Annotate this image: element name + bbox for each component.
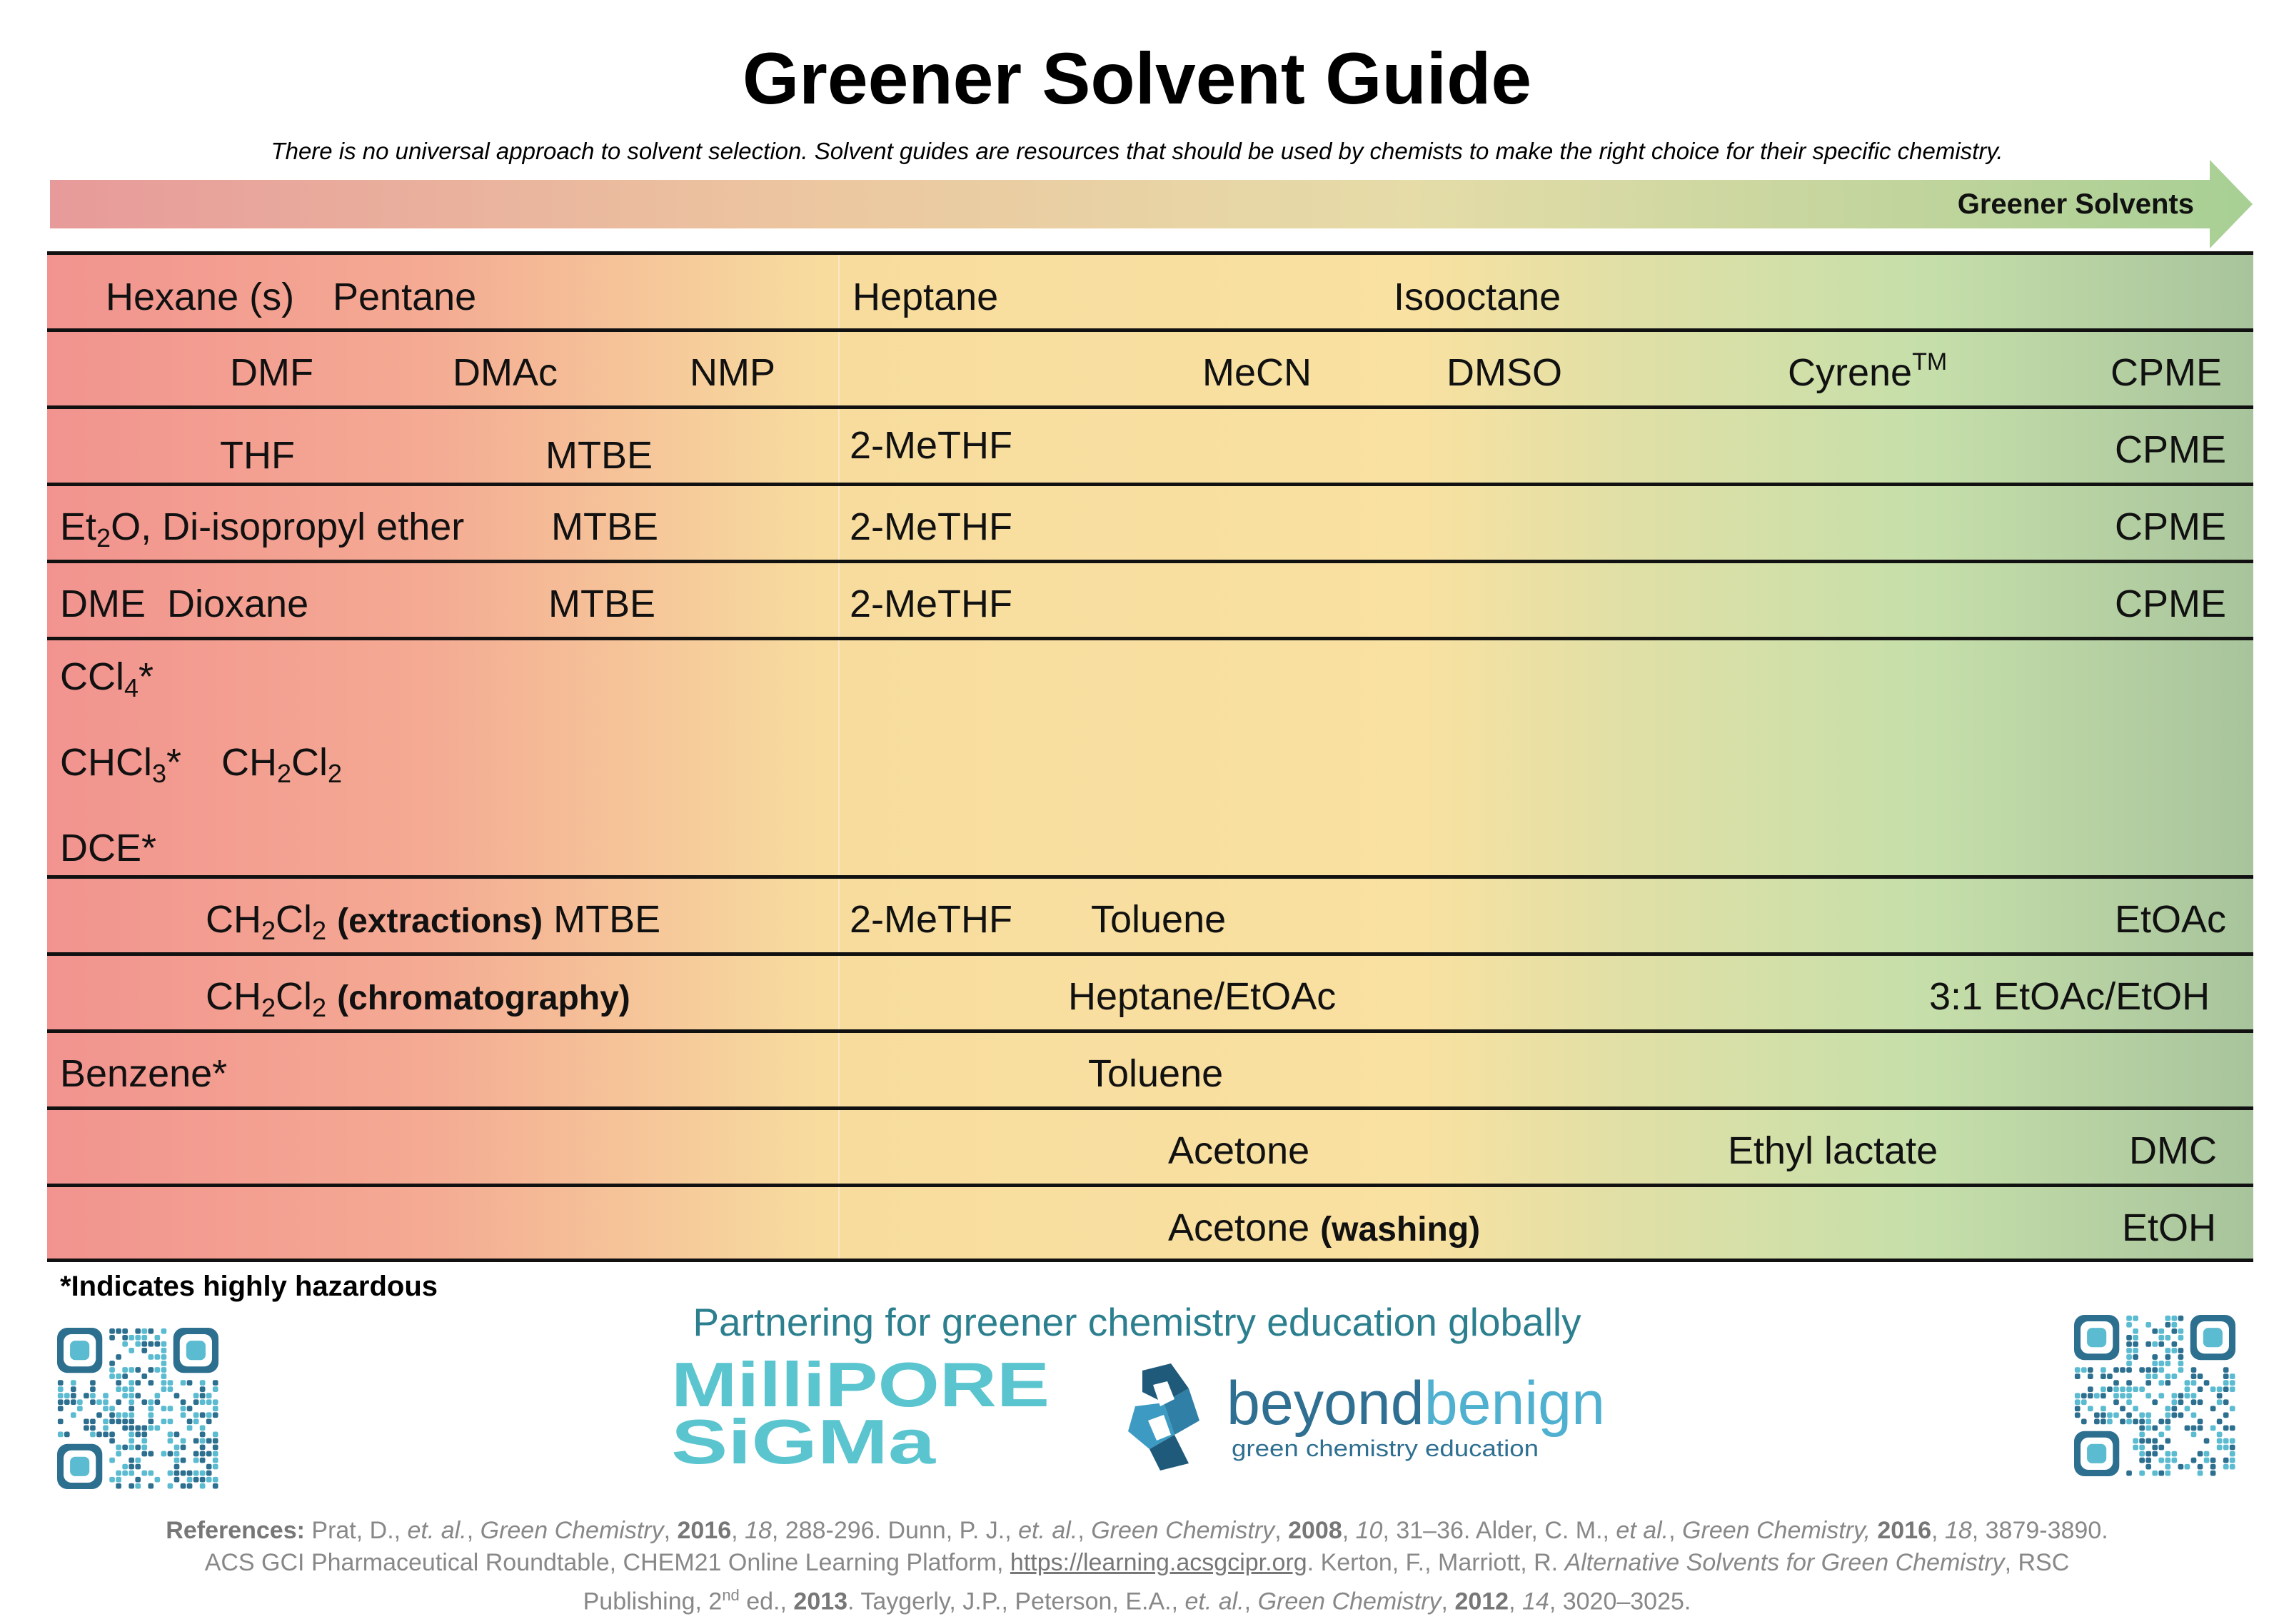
solvent-cell: NMP xyxy=(690,351,775,394)
table-row xyxy=(47,637,2253,875)
solvent-cell: THF xyxy=(220,434,295,477)
solvent-table xyxy=(47,251,2253,1262)
references-line-3: Publishing, 2nd ed., 2013. Taygerly, J.P., Peterson, E.A., et. al., Green Chemistry, 2012, 14, 3020–3025. xyxy=(583,1586,1691,1615)
solvent-cell: 3:1 EtOAc/EtOH xyxy=(1929,975,2210,1018)
solvent-cell: MTBE xyxy=(548,582,656,625)
solvent-cell: Isooctane xyxy=(1394,276,1561,318)
hazard-footnote: *Indicates highly hazardous xyxy=(60,1271,438,1302)
solvent-cell: MeCN xyxy=(1202,351,1312,394)
reference-link[interactable]: https://learning.acsgcipr.org xyxy=(1010,1549,1307,1576)
solvent-cell: Ethyl lactate xyxy=(1728,1129,1938,1172)
table-row xyxy=(47,1029,2253,1106)
table-row xyxy=(47,952,2253,1029)
svg-text:beyondbenign: beyondbenign xyxy=(1227,1369,1609,1438)
table-row xyxy=(47,483,2253,560)
solvent-cell: DMC xyxy=(2129,1129,2217,1172)
references xyxy=(43,1515,2231,1618)
beyondbenign-logo xyxy=(1121,1356,1621,1478)
arrow-label: Greener Solvents xyxy=(1957,188,2194,220)
solvent-cell: Hexane (s) xyxy=(106,276,295,318)
table-row xyxy=(47,251,2253,328)
solvent-cell: $CH_2Cl_2$ (chromatography) xyxy=(206,975,630,1022)
solvent-cell: Benzene* xyxy=(60,1052,228,1095)
solvent-cell: CPME xyxy=(2115,582,2227,625)
milli-logo-line2: SiGMa xyxy=(671,1406,937,1469)
qr-code-left[interactable] xyxy=(57,1328,218,1489)
solvent-cell: Pentane xyxy=(333,276,477,318)
solvent-cell: Acetone (washing) xyxy=(1168,1206,1481,1249)
solvent-cell: $CH_2Cl_2$ xyxy=(221,741,343,788)
page-title: Greener Solvent Guide xyxy=(742,38,1532,119)
solvent-cell: CCl$_4$* xyxy=(60,655,154,702)
table-row xyxy=(47,1106,2253,1184)
table-row xyxy=(47,1184,2253,1262)
solvent-cell: Acetone xyxy=(1168,1129,1310,1172)
milli-logo-line1: MilliPORE xyxy=(671,1356,1050,1420)
solvent-cell: MTBE xyxy=(551,505,659,548)
solvent-cell: CPME xyxy=(2115,428,2227,471)
solvent-cell: $Et_2O$, Di-isopropyl ether xyxy=(60,505,465,553)
solvent-cell: DMAc xyxy=(453,351,558,394)
table-row xyxy=(47,328,2253,405)
solvent-cell: DMF xyxy=(230,351,313,394)
solvent-cell: Toluene xyxy=(1088,1052,1224,1095)
solvent-cell: MTBE xyxy=(545,434,653,477)
solvent-cell: DCE* xyxy=(60,827,157,869)
solvent-cell: $CH_2Cl_2$ (extractions) MTBE xyxy=(206,898,661,945)
solvent-cell: CPME xyxy=(2111,351,2223,394)
partner-tagline: Partnering for greener chemistry education globally xyxy=(693,1300,1581,1344)
table-row xyxy=(47,875,2253,952)
svg-text:green chemistry education: green chemistry education xyxy=(1232,1436,1539,1461)
solvent-cell: Cyrene™ xyxy=(1788,348,1948,394)
solvent-cell: 2-MeTHF xyxy=(850,582,1012,625)
solvent-cell: EtOAc xyxy=(2115,898,2227,941)
solvent-cell: Heptane xyxy=(852,276,999,318)
milliporesigma-logo xyxy=(671,1356,1057,1469)
qr-code-right[interactable] xyxy=(2074,1315,2235,1476)
greener-arrow xyxy=(50,160,2253,248)
solvent-cell: 2-MeTHF xyxy=(850,505,1012,548)
solvent-cell: 2-MeTHF xyxy=(850,898,1012,941)
beyondbenign-emblem-icon xyxy=(1128,1363,1199,1471)
solvent-cell: 2-MeTHF xyxy=(850,424,1012,467)
solvent-cell: EtOH xyxy=(2122,1206,2217,1249)
solvent-cell: DMSO xyxy=(1447,351,1562,394)
page-subtitle: There is no universal approach to solvent selection. Solvent guides are resources that should be used by chemists to make the right choice for their specific chemistry. xyxy=(271,138,2003,164)
table-row xyxy=(47,560,2253,637)
solvent-cell: DME Dioxane xyxy=(60,582,309,625)
references-line-1: References: Prat, D., et. al., Green Chemistry, 2016, 18, 288-296. Dunn, P. J., et. al., Green Chemistry, 2008, 10, 31–36. Alder, C. M., et al., Green Chemistry, 2016, 18, 3879-3890. xyxy=(166,1517,2108,1544)
solvent-cell: Toluene xyxy=(1091,898,1227,941)
solvent-cell: Heptane/EtOAc xyxy=(1068,975,1337,1018)
solvent-cell: CPME xyxy=(2115,505,2227,548)
references-line-2: ACS GCI Pharmaceutical Roundtable, CHEM21 Online Learning Platform, https://learning.acsgcipr.org. Kerton, F., Marriott, R. Alternative Solvents for Green Chemistry, RSC xyxy=(204,1549,2070,1576)
table-row xyxy=(47,405,2253,483)
solvent-cell: CHCl$_3$* xyxy=(60,741,182,788)
